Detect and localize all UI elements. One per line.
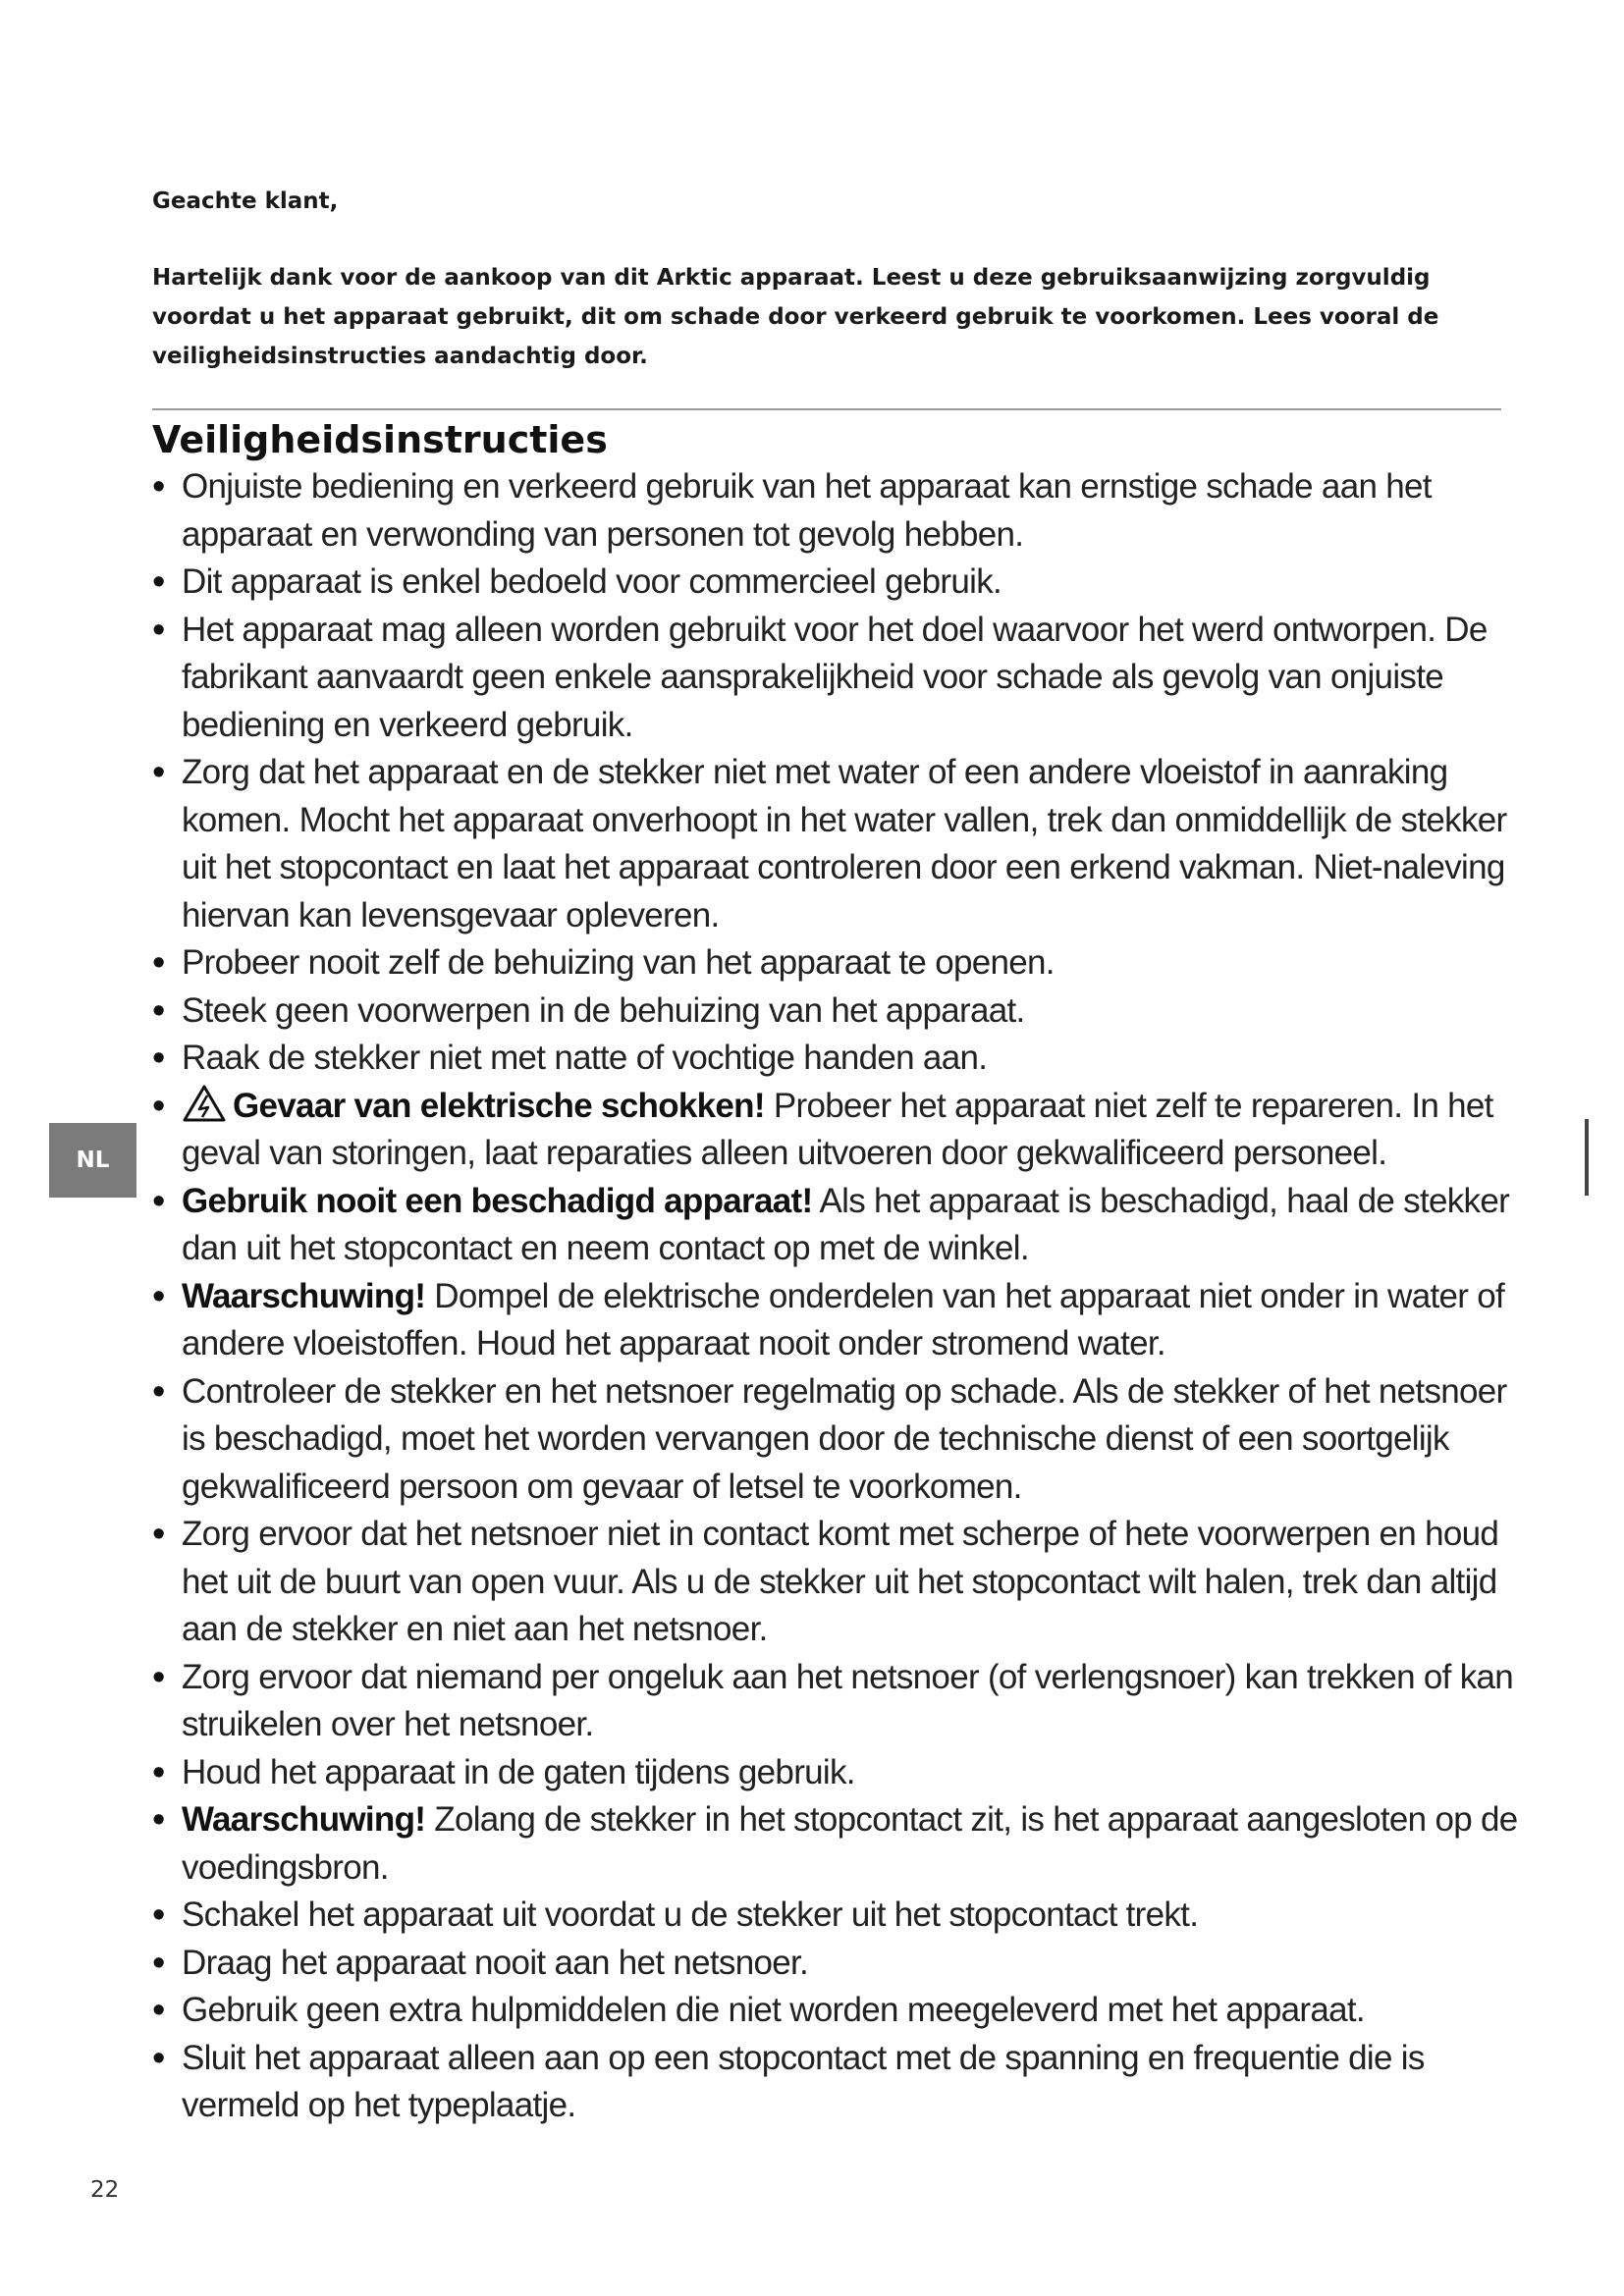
- list-item: [152, 1035, 1527, 1083]
- bullet-icon: •: [152, 1514, 165, 1555]
- list-item: [152, 1749, 1527, 1797]
- bullet-icon: •: [152, 1751, 165, 1793]
- list-item: [152, 1511, 1527, 1654]
- bullet-icon: •: [152, 1656, 165, 1698]
- bullet-icon: •: [152, 2037, 165, 2079]
- list-item-text: Probeer het apparaat niet zelf te repareren. In het geval van storingen, laat reparaties alleen uitvoeren door gekwalificeerd personeel.: [182, 1086, 1493, 1172]
- bullet-icon: •: [152, 466, 165, 507]
- list-item: [152, 1940, 1527, 1988]
- bullet-icon: •: [152, 1895, 165, 1936]
- bullet-icon: •: [152, 561, 165, 603]
- list-item-text: Probeer nooit zelf de behuizing van het apparaat te openen.: [182, 943, 1055, 982]
- list-item: [152, 1273, 1527, 1368]
- list-item: [152, 749, 1527, 939]
- list-item-text: Zorg dat het apparaat en de stekker niet met water of een andere vloeistof in aanraking komen. Mocht het apparaat onverhoopt in het water vallen, trek dan onmiddellijk de stekker uit het stopcontact en laat het apparaat controleren door een erkend vakman. Niet-naleving hiervan kan levensgevaar opleveren.: [182, 753, 1507, 934]
- list-item-text: Onjuiste bediening en verkeerd gebruik van het apparaat kan ernstige schade aan het apparaat en verwonding van personen tot gevolg hebben.: [182, 467, 1432, 554]
- bullet-icon: •: [152, 1038, 165, 1079]
- list-item-text: Controleer de stekker en het netsnoer regelmatig op schade. Als de stekker of het netsnoer is beschadigd, moet het worden vervangen door de technische dienst of een soortgelijk gekwalificeerd persoon om gevaar of letsel te voorkomen.: [182, 1371, 1507, 1506]
- list-item: [152, 1892, 1527, 1940]
- page-number: 22: [90, 2177, 120, 2203]
- section-title: Veiligheidsinstructies: [152, 418, 608, 461]
- list-item-lead: Gevaar van elektrische schokken!: [233, 1086, 765, 1125]
- bullet-icon: •: [152, 1085, 165, 1127]
- list-item-text: Draag het apparaat nooit aan het netsnoer.: [182, 1943, 809, 1982]
- electric-shock-warning-icon: [182, 1084, 227, 1123]
- list-item-text: Zolang de stekker in het stopcontact zit, is het apparaat aangesloten op de voedingsbron.: [182, 1800, 1518, 1887]
- list-item-text: Dompel de elektrische onderdelen van het apparaat niet onder in water of andere vloeistoffen. Houd het apparaat nooit onder stromend water.: [182, 1276, 1505, 1362]
- list-item-text: Sluit het apparaat alleen aan op een stopcontact met de spanning en frequentie die is vermeld op het typeplaatje.: [182, 2038, 1425, 2124]
- list-item-text: Houd het apparaat in de gaten tijdens gebruik.: [182, 1752, 855, 1791]
- list-item: [152, 1083, 1527, 1178]
- language-tab: [49, 1123, 136, 1198]
- list-item: [152, 1368, 1527, 1512]
- bullet-icon: •: [152, 989, 165, 1032]
- list-item: [152, 988, 1527, 1036]
- list-item-text: Schakel het apparaat uit voordat u de stekker uit het stopcontact trekt.: [182, 1896, 1199, 1934]
- list-item: [152, 559, 1527, 607]
- bullet-icon: •: [152, 1990, 165, 2031]
- list-item: [152, 1796, 1527, 1892]
- list-item: [152, 1987, 1527, 2035]
- list-item-text: Het apparaat mag alleen worden gebruikt voor het doel waarvoor het werd ontworpen. De fabrikant aanvaardt geen enkele aansprakelijkheid voor schade als gevolg van onjuiste bediening en verkeerd gebruik.: [182, 610, 1488, 744]
- greeting: Geachte klant,: [152, 188, 339, 214]
- bullet-icon: •: [152, 1180, 165, 1222]
- margin-marker: [1585, 1119, 1589, 1196]
- list-item: [152, 1654, 1527, 1749]
- bullet-icon: •: [152, 752, 165, 793]
- list-item-lead: Waarschuwing!: [182, 1800, 426, 1839]
- list-item-text: Zorg ervoor dat het netsnoer niet in contact komt met scherpe of hete voorwerpen en houd het uit de buurt van open vuur. Als u de stekker uit het stopcontact wilt halen, trek dan altijd aan de stekker en niet aan het netsnoer.: [182, 1515, 1499, 1648]
- list-item: [152, 1178, 1527, 1273]
- bullet-icon: •: [152, 1275, 165, 1317]
- list-item-text: Zorg ervoor dat niemand per ongeluk aan het netsnoer (of verlengsnoer) kan trekken of kan struikelen over het netsnoer.: [182, 1657, 1514, 1743]
- bullet-icon: •: [152, 942, 165, 984]
- bullet-icon: •: [152, 609, 165, 651]
- list-item: [152, 463, 1527, 559]
- list-item: [152, 939, 1527, 988]
- intro-paragraph: Hartelijk dank voor de aankoop van dit Arktic apparaat. Leest u deze gebruiksaanwijzing zorgvuldig voordat u het apparaat gebruikt, dit om schade door verkeerd gebruik te voorkomen. Lees vooral de veiligheidsinstructies aandachtig door.: [152, 265, 1439, 369]
- list-item: [152, 2035, 1527, 2130]
- list-item-text: Raak de stekker niet met natte of vochtige handen aan.: [182, 1039, 988, 1077]
- list-item-text: Gebruik geen extra hulpmiddelen die niet worden meegeleverd met het apparaat.: [182, 1991, 1365, 2029]
- list-item-lead: Waarschuwing!: [182, 1276, 426, 1315]
- bullet-icon: •: [152, 1942, 165, 1984]
- bullet-icon: •: [152, 1370, 165, 1413]
- bullet-icon: •: [152, 1799, 165, 1841]
- list-item: [152, 607, 1527, 750]
- list-item-lead: Gebruik nooit een beschadigd apparaat!: [182, 1181, 813, 1220]
- list-item-text: Als het apparaat is beschadigd, haal de stekker dan uit het stopcontact en neem contact op met de winkel.: [182, 1181, 1510, 1267]
- language-tab-label: NL: [76, 1148, 110, 1173]
- list-item-text: Steek geen voorwerpen in de behuizing van het apparaat.: [182, 990, 1025, 1030]
- list-item-text: Dit apparaat is enkel bedoeld voor commercieel gebruik.: [182, 562, 1002, 601]
- safety-instructions-list: [152, 463, 1527, 2130]
